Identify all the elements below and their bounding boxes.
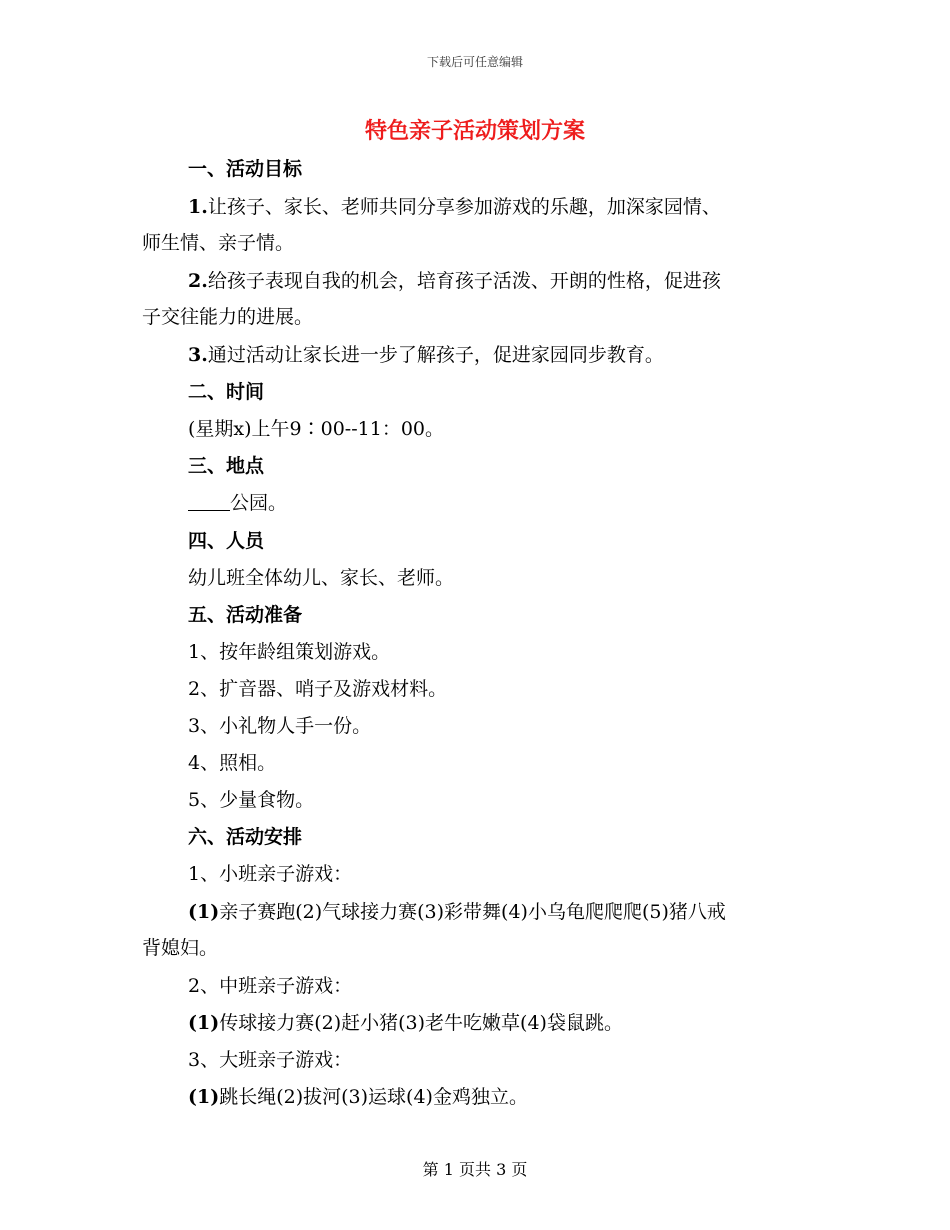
paragraph-line [188,899,726,925]
paragraph-line [188,194,721,220]
section-heading-people: 四、人员 [188,530,265,552]
paragraph-text: 亲子赛跑(2)气球接力赛(3)彩带舞(4)小乌龟爬爬爬(5)猪八戒 [219,901,726,923]
paragraph-line: 子交往能力的进展。 [142,306,314,328]
paragraph-line: 师生情、亲子情。 [142,232,295,254]
paragraph-line [188,268,721,294]
subheading-middle-class: 2、中班亲子游戏： [188,975,353,997]
location-text-line [188,490,287,516]
blank-fill-line [188,492,230,511]
paragraph-line [188,1010,623,1036]
paragraph-line [188,1084,528,1110]
paragraph-line: 背媳妇。 [142,937,219,959]
item-number: (1) [188,1086,220,1108]
section-heading-location: 三、地点 [188,455,265,477]
item-number: 2. [188,270,208,292]
location-text: 公园。 [230,492,288,514]
paragraph-text: 让孩子、家长、老师共同分享参加游戏的乐趣，加深家园情、 [207,196,721,218]
list-item: 4、照相。 [188,752,277,774]
paragraph-text: 通过活动让家长进一步了解孩子，促进家园同步教育。 [207,344,664,366]
paragraph-line [188,342,664,368]
section-heading-preparation: 五、活动准备 [188,604,303,626]
item-number: 1. [188,196,208,218]
list-item: 2、扩音器、哨子及游戏材料。 [188,678,448,700]
item-number: (1) [188,901,220,923]
item-number: (1) [188,1012,220,1034]
paragraph-text: 给孩子表现自我的机会，培育孩子活泼、开朗的性格，促进孩 [207,270,721,292]
list-item: 3、小礼物人手一份。 [188,715,372,737]
list-item: 5、少量食物。 [188,789,315,811]
section-heading-schedule: 六、活动安排 [188,826,303,848]
header-note: 下载后可任意编辑 [426,55,523,69]
paragraph-text: 传球接力赛(2)赶小猪(3)老牛吃嫩草(4)袋鼠跳。 [219,1012,623,1034]
document-title: 特色亲子活动策划方案 [364,119,585,144]
section-heading-goals: 一、活动目标 [188,158,303,180]
item-number: 3. [188,344,208,366]
list-item: 1、按年龄组策划游戏。 [188,641,391,663]
subheading-large-class: 3、大班亲子游戏： [188,1049,353,1071]
page-footer: 第 1 页共 3 页 [422,1160,528,1179]
paragraph-text: 跳长绳(2)拔河(3)运球(4)金鸡独立。 [219,1086,528,1108]
section-heading-time: 二、时间 [188,381,265,403]
time-text: (星期x)上午9∶00--11：00。 [188,418,444,440]
subheading-small-class: 1、小班亲子游戏： [188,863,353,885]
people-text: 幼儿班全体幼儿、家长、老师。 [188,567,455,589]
